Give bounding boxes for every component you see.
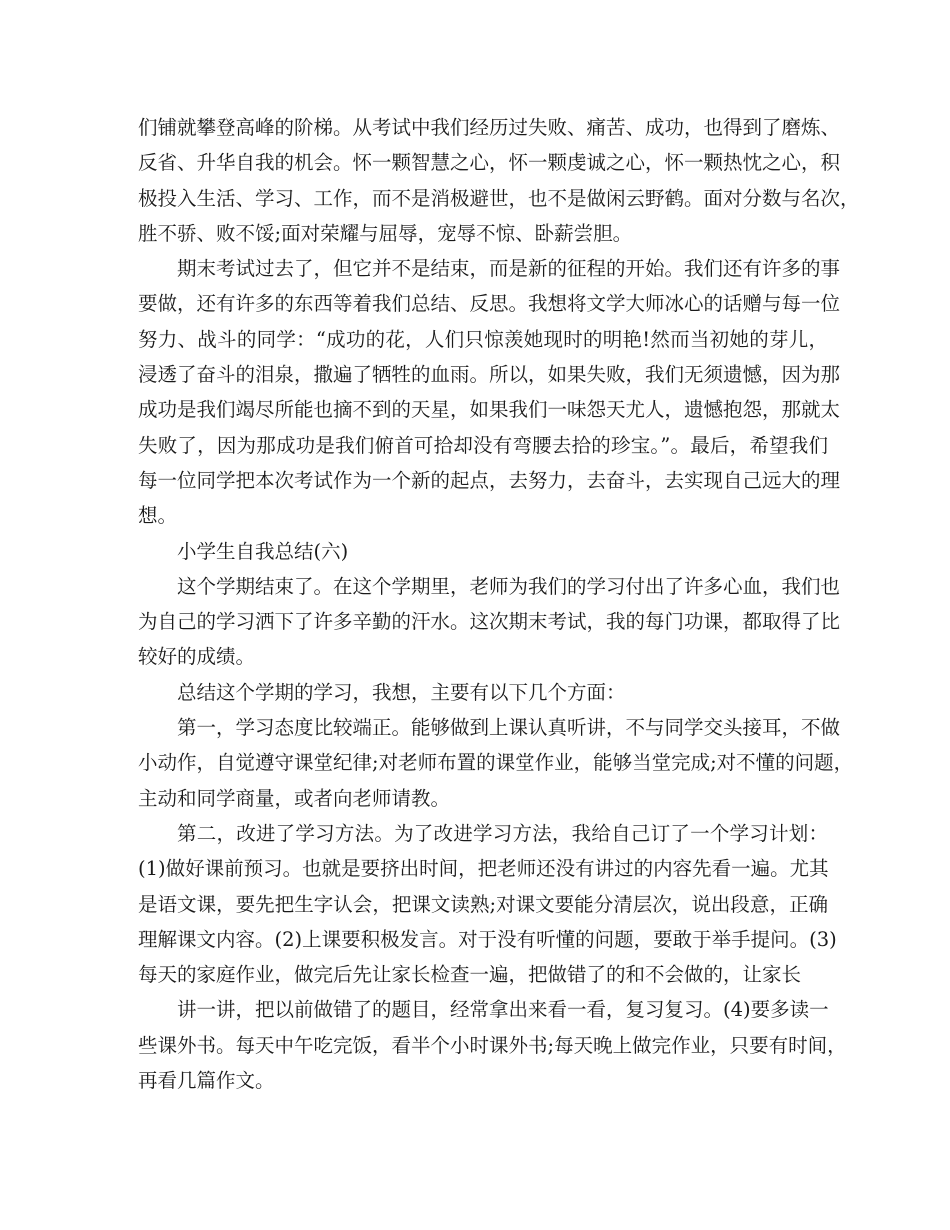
text-line: 期末考试过去了，但它并不是结束，而是新的征程的开始。我们还有许多的事: [177, 257, 841, 281]
text-line: 理解课文内容。(2)上课要积极发言。对于没有听懂的问题，要敢于举手提问。(3): [138, 927, 837, 951]
text-line: 每天的家庭作业，做完后先让家长检查一遍，把做错了的和不会做的，让家长: [138, 963, 802, 987]
text-line: 反省、升华自我的机会。怀一颗智慧之心，怀一颗虔诚之心，怀一颗热忱之心，积: [138, 151, 841, 175]
text-line: (1)做好课前预习。也就是要挤出时间，把老师还没有讲过的内容先看一遍。尤其: [138, 857, 829, 881]
text-line: 极投入生活、学习、工作，而不是消极避世，也不是做闲云野鹤。面对分数与名次，: [138, 186, 860, 210]
text-line: 第二，改进了学习方法。为了改进学习方法，我给自己订了一个学习计划：: [177, 821, 828, 845]
document-body: [138, 110, 860, 1098]
text-line: 小动作，自觉遵守课堂纪律;对老师布置的课堂作业，能够当堂完成;对不懂的问题，: [138, 751, 854, 775]
text-line: 是语文课，要先把生字认会，把课文读熟;对课文要能分清层次，说出段意，正确: [138, 892, 828, 916]
text-line: 胜不骄、败不馁;面对荣耀与屈辱，宠辱不惊、卧薪尝胆。: [138, 221, 633, 245]
text-line: 们铺就攀登高峰的阶梯。从考试中我们经历过失败、痛苦、成功，也得到了磨炼、: [138, 116, 841, 139]
text-line: 想。: [138, 504, 178, 528]
text-line: 主动和同学商量，或者向老师请教。: [138, 786, 451, 810]
text-line: 总结这个学期的学习，我想，主要有以下几个方面：: [177, 680, 626, 704]
text-line: 第一，学习态度比较端正。能够做到上课认真听讲，不与同学交头接耳，不做: [177, 716, 841, 740]
text-line: 每一位同学把本次考试作为一个新的起点，去努力，去奋斗，去实现自己远大的理: [138, 468, 841, 492]
text-line: 努力、战斗的同学：“成功的花，人们只惊羡她现时的明艳!然而当初她的芽儿，: [138, 327, 828, 351]
text-line: 小学生自我总结(六): [177, 539, 349, 563]
text-line: 再看几篇作文。: [138, 1069, 275, 1093]
text-line: 成功是我们竭尽所能也摘不到的天星，如果我们一味怨天尤人，遗憾抱怨，那就太: [138, 398, 841, 422]
text-line: 为自己的学习洒下了许多辛勤的汗水。这次期末考试，我的每门功课，都取得了比: [138, 610, 841, 634]
text-line: 失败了，因为那成功是我们俯首可拾却没有弯腰去拾的珍宝。”。最后，希望我们: [138, 433, 828, 457]
text-line: 这个学期结束了。在这个学期里，老师为我们的学习付出了许多心血，我们也: [177, 574, 841, 598]
text-line: 要做，还有许多的东西等着我们总结、反思。我想将文学大师冰心的话赠与每一位: [138, 292, 841, 316]
text-line: 些课外书。每天中午吃完饭，看半个小时课外书;每天晚上做完作业，只要有时间，: [138, 1033, 847, 1057]
text-line: 较好的成绩。: [138, 645, 256, 669]
text-line: 讲一讲，把以前做错了的题目，经常拿出来看一看，复习复习。(4)要多读一: [177, 998, 829, 1022]
text-line: 浸透了奋斗的泪泉，撒遍了牺牲的血雨。所以，如果失败，我们无须遗憾，因为那: [138, 363, 841, 387]
